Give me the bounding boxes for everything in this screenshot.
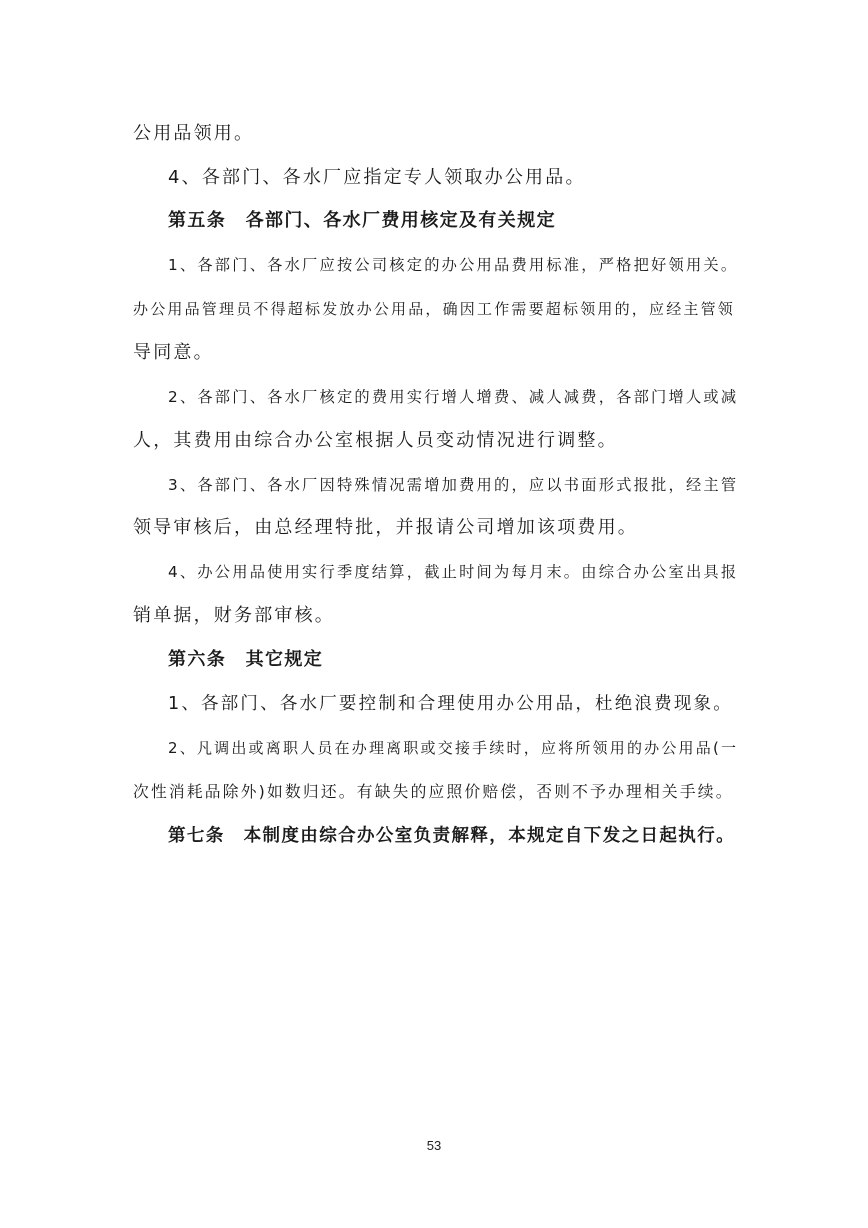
- article-5-heading: 第五条 各部门、各水厂费用核定及有关规定: [168, 210, 556, 231]
- clause-5-4: 4、办公用品使用实行季度结算，截止时间为每月末。由综合办公室出具报: [168, 563, 739, 581]
- article-7-heading: 第七条 本制度由综合办公室负责解释，本规定自下发之日起执行。: [168, 826, 735, 846]
- page-number: 53: [426, 1138, 442, 1153]
- clause-5-2-continued: 人，其费用由综合办公室根据人员变动情况进行调整。: [133, 430, 618, 451]
- clause-6-1: 1、各部门、各水厂要控制和合理使用办公用品，杜绝浪费现象。: [168, 694, 733, 714]
- clause-6-2-continued: 次性消耗品除外)如数归还。有缺失的应照价赔偿，否则不予办理相关手续。: [133, 782, 734, 801]
- article-6-heading: 第六条 其它规定: [168, 649, 324, 670]
- text-line-continuation: 公用品领用。: [133, 123, 255, 144]
- clause-5-4-continued: 销单据，财务部审核。: [133, 605, 335, 626]
- clause-4-4: 4、各部门、各水厂应指定专人领取办公用品。: [168, 167, 586, 188]
- clause-5-1: 1、各部门、各水厂应按公司核定的办公用品费用标准，严格把好领用关。: [168, 256, 739, 274]
- clause-6-2: 2、凡调出或离职人员在办理离职或交接手续时，应将所领用的办公用品(一: [168, 739, 739, 757]
- clause-5-2: 2、各部门、各水厂核定的费用实行增人增费、减人减费，各部门增人或减: [168, 388, 739, 406]
- clause-5-3-continued: 领导审核后，由总经理特批，并报请公司增加该项费用。: [133, 517, 638, 538]
- clause-5-1-end: 导同意。: [133, 342, 214, 363]
- clause-5-3: 3、各部门、各水厂因特殊情况需增加费用的，应以书面形式报批，经主管: [168, 476, 739, 494]
- clause-5-1-continued: 办公用品管理员不得超标发放办公用品，确因工作需要超标领用的，应经主管领: [133, 300, 736, 318]
